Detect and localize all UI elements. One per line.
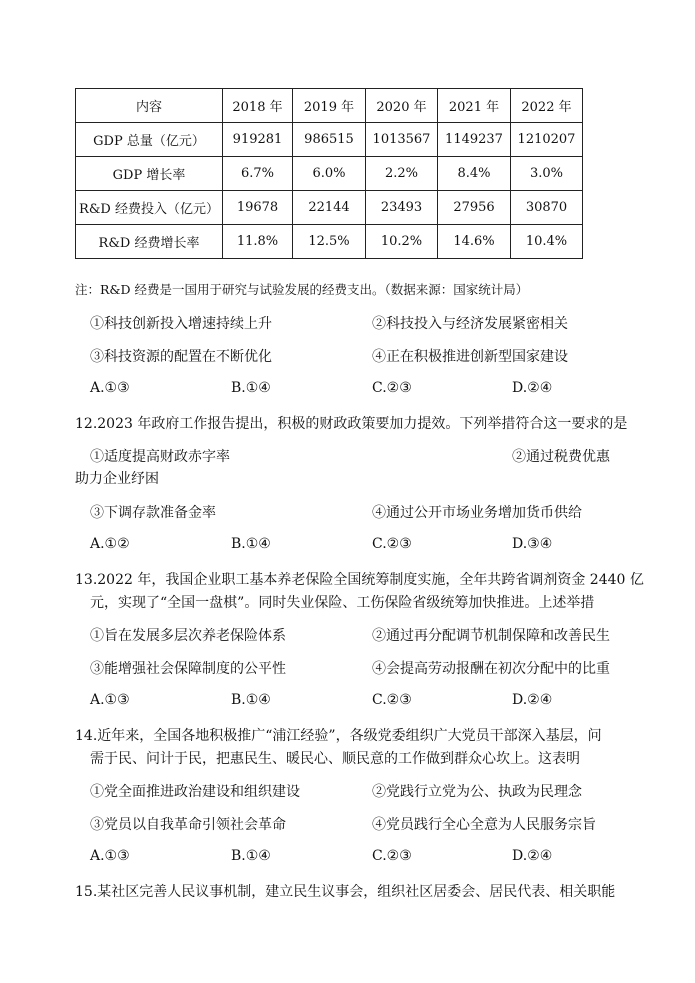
q12-answer-a: A.①② — [90, 536, 130, 552]
q12-stem: 12.2023 年政府工作报告提出，积极的财政政策要加力提效。下列举措符合这一要求的是 — [75, 416, 628, 432]
table-cell: 23493 — [366, 191, 438, 225]
table-cell: 10.4% — [511, 225, 583, 259]
q14-option-1: ①党全面推进政治建设和组织建设 — [90, 784, 300, 800]
q13-option-3: ③能增强社会保障制度的公平性 — [90, 661, 286, 677]
table-cell: 986515 — [293, 123, 366, 157]
table-header-cell: 内容 — [76, 89, 223, 123]
q11-option-3: ③科技资源的配置在不断优化 — [90, 349, 272, 365]
q11-answer-b: B.①④ — [231, 380, 271, 396]
q13-answer-a: A.①③ — [90, 692, 130, 708]
table-cell: 30870 — [511, 191, 583, 225]
q15-stem-line-1: 15.某社区完善人民议事机制，建立民生议事会，组织社区居委会、居民代表、相关职能 — [75, 884, 616, 900]
table-row — [76, 123, 583, 157]
q11-option-4: ④正在积极推进创新型国家建设 — [372, 349, 568, 365]
q13-option-4: ④会提高劳动报酬在初次分配中的比重 — [372, 661, 610, 677]
q13-stem-line-2: 元，实现了“全国一盘棋”。同时失业保险、工伤保险省级统筹加快推进。上述举措 — [90, 595, 595, 611]
q12-answer-b: B.①④ — [231, 536, 271, 552]
q14-answer-b: B.①④ — [231, 848, 271, 864]
q11-option-1: ①科技创新投入增速持续上升 — [90, 316, 272, 332]
table-cell: 8.4% — [438, 157, 511, 191]
q13-stem-line-1: 13.2022 年，我国企业职工基本养老保险全国统筹制度实施，全年共跨省调剂资金 2440 亿 — [75, 572, 644, 588]
table-row — [76, 191, 583, 225]
table-cell: GDP 总量（亿元） — [76, 123, 223, 157]
q13-answer-d: D.②④ — [512, 692, 553, 708]
table-cell: 11.8% — [223, 225, 293, 259]
table-cell: 6.0% — [293, 157, 366, 191]
table-row — [76, 225, 583, 259]
table-cell: 1013567 — [366, 123, 438, 157]
table-cell: GDP 增长率 — [76, 157, 223, 191]
table-header-cell: 2022 年 — [511, 89, 583, 123]
q14-answer-c: C.②③ — [372, 848, 412, 864]
q12-option-1: ①适度提高财政赤字率 — [90, 449, 230, 465]
table-header-cell: 2018 年 — [223, 89, 293, 123]
q12-option-2: ②通过税费优惠 — [512, 449, 610, 465]
q14-stem-line-2: 需于民、问计于民，把惠民生、暖民心、顺民意的工作做到群众心坎上。这表明 — [90, 751, 580, 767]
q13-answer-c: C.②③ — [372, 692, 412, 708]
q13-option-1: ①旨在发展多层次养老保险体系 — [90, 628, 286, 644]
table-cell: 14.6% — [438, 225, 511, 259]
q11-answer-c: C.②③ — [372, 380, 412, 396]
table-cell: 10.2% — [366, 225, 438, 259]
q14-option-2: ②党践行立党为公、执政为民理念 — [372, 784, 582, 800]
table-cell: 27956 — [438, 191, 511, 225]
q12-answer-d: D.③④ — [512, 536, 553, 552]
table-cell: 3.0% — [511, 157, 583, 191]
table-cell: 22144 — [293, 191, 366, 225]
q11-option-2: ②科技投入与经济发展紧密相关 — [372, 316, 568, 332]
q13-answer-b: B.①④ — [231, 692, 271, 708]
table-header-row — [76, 89, 583, 123]
q14-answer-a: A.①③ — [90, 848, 130, 864]
q13-option-2: ②通过再分配调节机制保障和改善民生 — [372, 628, 610, 644]
table-cell: 2.2% — [366, 157, 438, 191]
table-cell: 19678 — [223, 191, 293, 225]
q14-option-3: ③党员以自我革命引领社会革命 — [90, 817, 286, 833]
q11-answer-d: D.②④ — [512, 380, 553, 396]
q12-option-2-continued: 助力企业纾困 — [75, 471, 159, 487]
q14-answer-d: D.②④ — [512, 848, 553, 864]
data-table — [75, 88, 583, 259]
q12-option-4: ④通过公开市场业务增加货币供给 — [372, 505, 582, 521]
table-cell: 919281 — [223, 123, 293, 157]
table-row — [76, 157, 583, 191]
table-cell: 12.5% — [293, 225, 366, 259]
table-cell: 6.7% — [223, 157, 293, 191]
table-header-cell: 2020 年 — [366, 89, 438, 123]
q12-answer-c: C.②③ — [372, 536, 412, 552]
q14-option-4: ④党员践行全心全意为人民服务宗旨 — [372, 817, 596, 833]
table-cell: 1149237 — [438, 123, 511, 157]
table-cell: 1210207 — [511, 123, 583, 157]
q14-stem-line-1: 14.近年来，全国各地积极推广“浦江经验”，各级党委组织广大党员干部深入基层，问 — [75, 728, 602, 744]
table-header-cell: 2021 年 — [438, 89, 511, 123]
table-note: 注：R&D 经费是一国用于研究与试验发展的经费支出。（数据来源：国家统计局） — [75, 282, 529, 297]
table-header-cell: 2019 年 — [293, 89, 366, 123]
q11-answer-a: A.①③ — [90, 380, 130, 396]
table-cell: R&D 经费增长率 — [76, 225, 223, 259]
table-cell: R&D 经费投入（亿元） — [76, 191, 223, 225]
q12-option-3: ③下调存款准备金率 — [90, 505, 216, 521]
